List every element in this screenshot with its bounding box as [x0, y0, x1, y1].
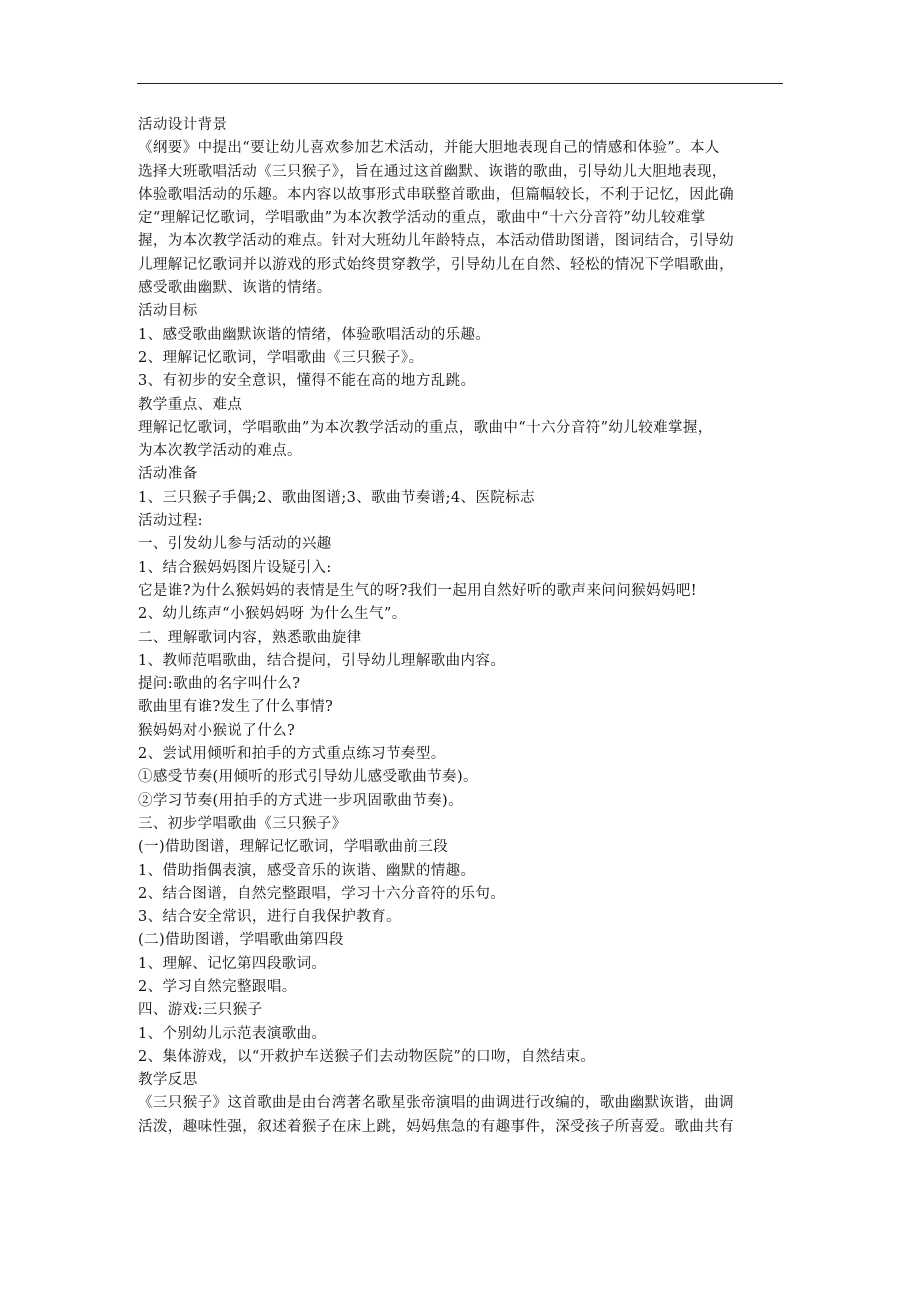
text-line: 2、结合图谱，自然完整跟唱，学习十六分音符的乐句。 — [138, 885, 506, 902]
text-line: 1、感受歌曲幽默诙谐的情绪，体验歌唱活动的乐趣。 — [138, 326, 491, 343]
text-line: 儿理解记忆歌词并以游戏的形式始终贯穿教学，引导幼儿在自然、轻松的情况下学唱歌曲， — [138, 256, 734, 273]
text-line: 《三只猴子》这首歌曲是由台湾著名歌星张帝演唱的曲调进行改编的，歌曲幽默诙谐，曲调 — [138, 1095, 734, 1112]
header-rule — [137, 83, 783, 84]
text-line: 二、理解歌词内容，熟悉歌曲旋律 — [138, 629, 362, 646]
text-line: 1、理解、记忆第四段歌词。 — [138, 955, 327, 972]
text-line: 感受歌曲幽默、诙谐的情绪。 — [138, 280, 332, 297]
text-line: 1、个别幼儿示范表演歌曲。 — [138, 1025, 327, 1042]
text-line: ①感受节奏(用倾听的形式引导幼儿感受歌曲节奏)。 — [138, 769, 478, 786]
text-line: 选择大班歌唱活动《三只猴子》，旨在通过这首幽默、诙谐的歌曲，引导幼儿大胆地表现， — [138, 163, 727, 180]
text-line: ②学习节奏(用拍手的方式进一步巩固歌曲节奏)。 — [138, 792, 464, 809]
text-line: 3、结合安全常识，进行自我保护教育。 — [138, 909, 401, 926]
text-line: (二)借助图谱，学唱歌曲第四段 — [138, 932, 344, 949]
text-line: 活动过程: — [138, 513, 203, 530]
text-line: 3、有初步的安全意识，懂得不能在高的地方乱跳。 — [138, 373, 476, 390]
text-line: 活泼，趣味性强，叙述着猴子在床上跳，妈妈焦急的有趣事件，深受孩子所喜爱。歌曲共有 — [138, 1118, 734, 1135]
text-line: 活动设计背景 — [138, 117, 228, 133]
text-line: 四、游戏:三只猴子 — [138, 1002, 263, 1019]
text-line: 猴妈妈对小猴说了什么? — [138, 722, 296, 739]
text-line: 提问:歌曲的名字叫什么? — [138, 676, 301, 693]
text-line: 体验歌唱活动的乐趣。本内容以故事形式串联整首歌曲，但篇幅较长，不利于记忆，因此确 — [138, 186, 734, 203]
text-line: 它是谁?为什么猴妈妈的表情是生气的呀?我们一起用自然好听的歌声来问问猴妈妈吧! — [138, 582, 697, 599]
text-line: 2、幼儿练声“小猴妈妈呀 为什么生气”。 — [138, 606, 407, 623]
text-line: 歌曲里有谁?发生了什么事情? — [138, 699, 334, 716]
text-line: 教学反思 — [138, 1072, 198, 1089]
text-line: 定“理解记忆歌词，学唱歌曲”为本次教学活动的重点，歌曲中“十六分音符”幼儿较难掌 — [138, 210, 706, 227]
text-line: (一)借助图谱，理解记忆歌词，学唱歌曲前三段 — [138, 839, 449, 856]
text-line: 1、结合猴妈妈图片设疑引入: — [138, 559, 332, 576]
text-line: 握，为本次教学活动的难点。针对大班幼儿年龄特点，本活动借助图谱，图词结合，引导幼 — [138, 233, 734, 250]
document-body — [138, 114, 788, 1139]
text-line: 2、学习自然完整跟唱。 — [138, 978, 297, 995]
text-line: 理解记忆歌词，学唱歌曲”为本次教学活动的重点，歌曲中“十六分音符”幼儿较难掌握， — [138, 419, 713, 436]
text-line: 活动目标 — [138, 303, 198, 320]
text-line: 三、初步学唱歌曲《三只猴子》 — [138, 815, 347, 832]
text-line: 2、尝试用倾听和拍手的方式重点练习节奏型。 — [138, 746, 446, 763]
text-line: 1、教师范唱歌曲，结合提问，引导幼儿理解歌曲内容。 — [138, 652, 506, 669]
text-line: 《纲要》中提出“要让幼儿喜欢参加艺术活动，并能大胆地表现自己的情感和体验”。本人 — [138, 140, 720, 157]
text-line: 1、借助指偶表演，感受音乐的诙谐、幽默的情趣。 — [138, 862, 476, 879]
text-line: 2、集体游戏，以“开救护车送猴子们去动物医院”的口吻，自然结束。 — [138, 1048, 596, 1065]
text-line: 为本次教学活动的难点。 — [138, 443, 302, 460]
text-line: 2、理解记忆歌词，学唱歌曲《三只猴子》。 — [138, 349, 424, 366]
text-line: 活动准备 — [138, 466, 198, 483]
text-line: 教学重点、难点 — [138, 396, 243, 413]
text-line: 1、三只猴子手偶;2、歌曲图谱;3、歌曲节奏谱;4、医院标志 — [138, 489, 536, 506]
text-line: 一、引发幼儿参与活动的兴趣 — [138, 536, 332, 553]
